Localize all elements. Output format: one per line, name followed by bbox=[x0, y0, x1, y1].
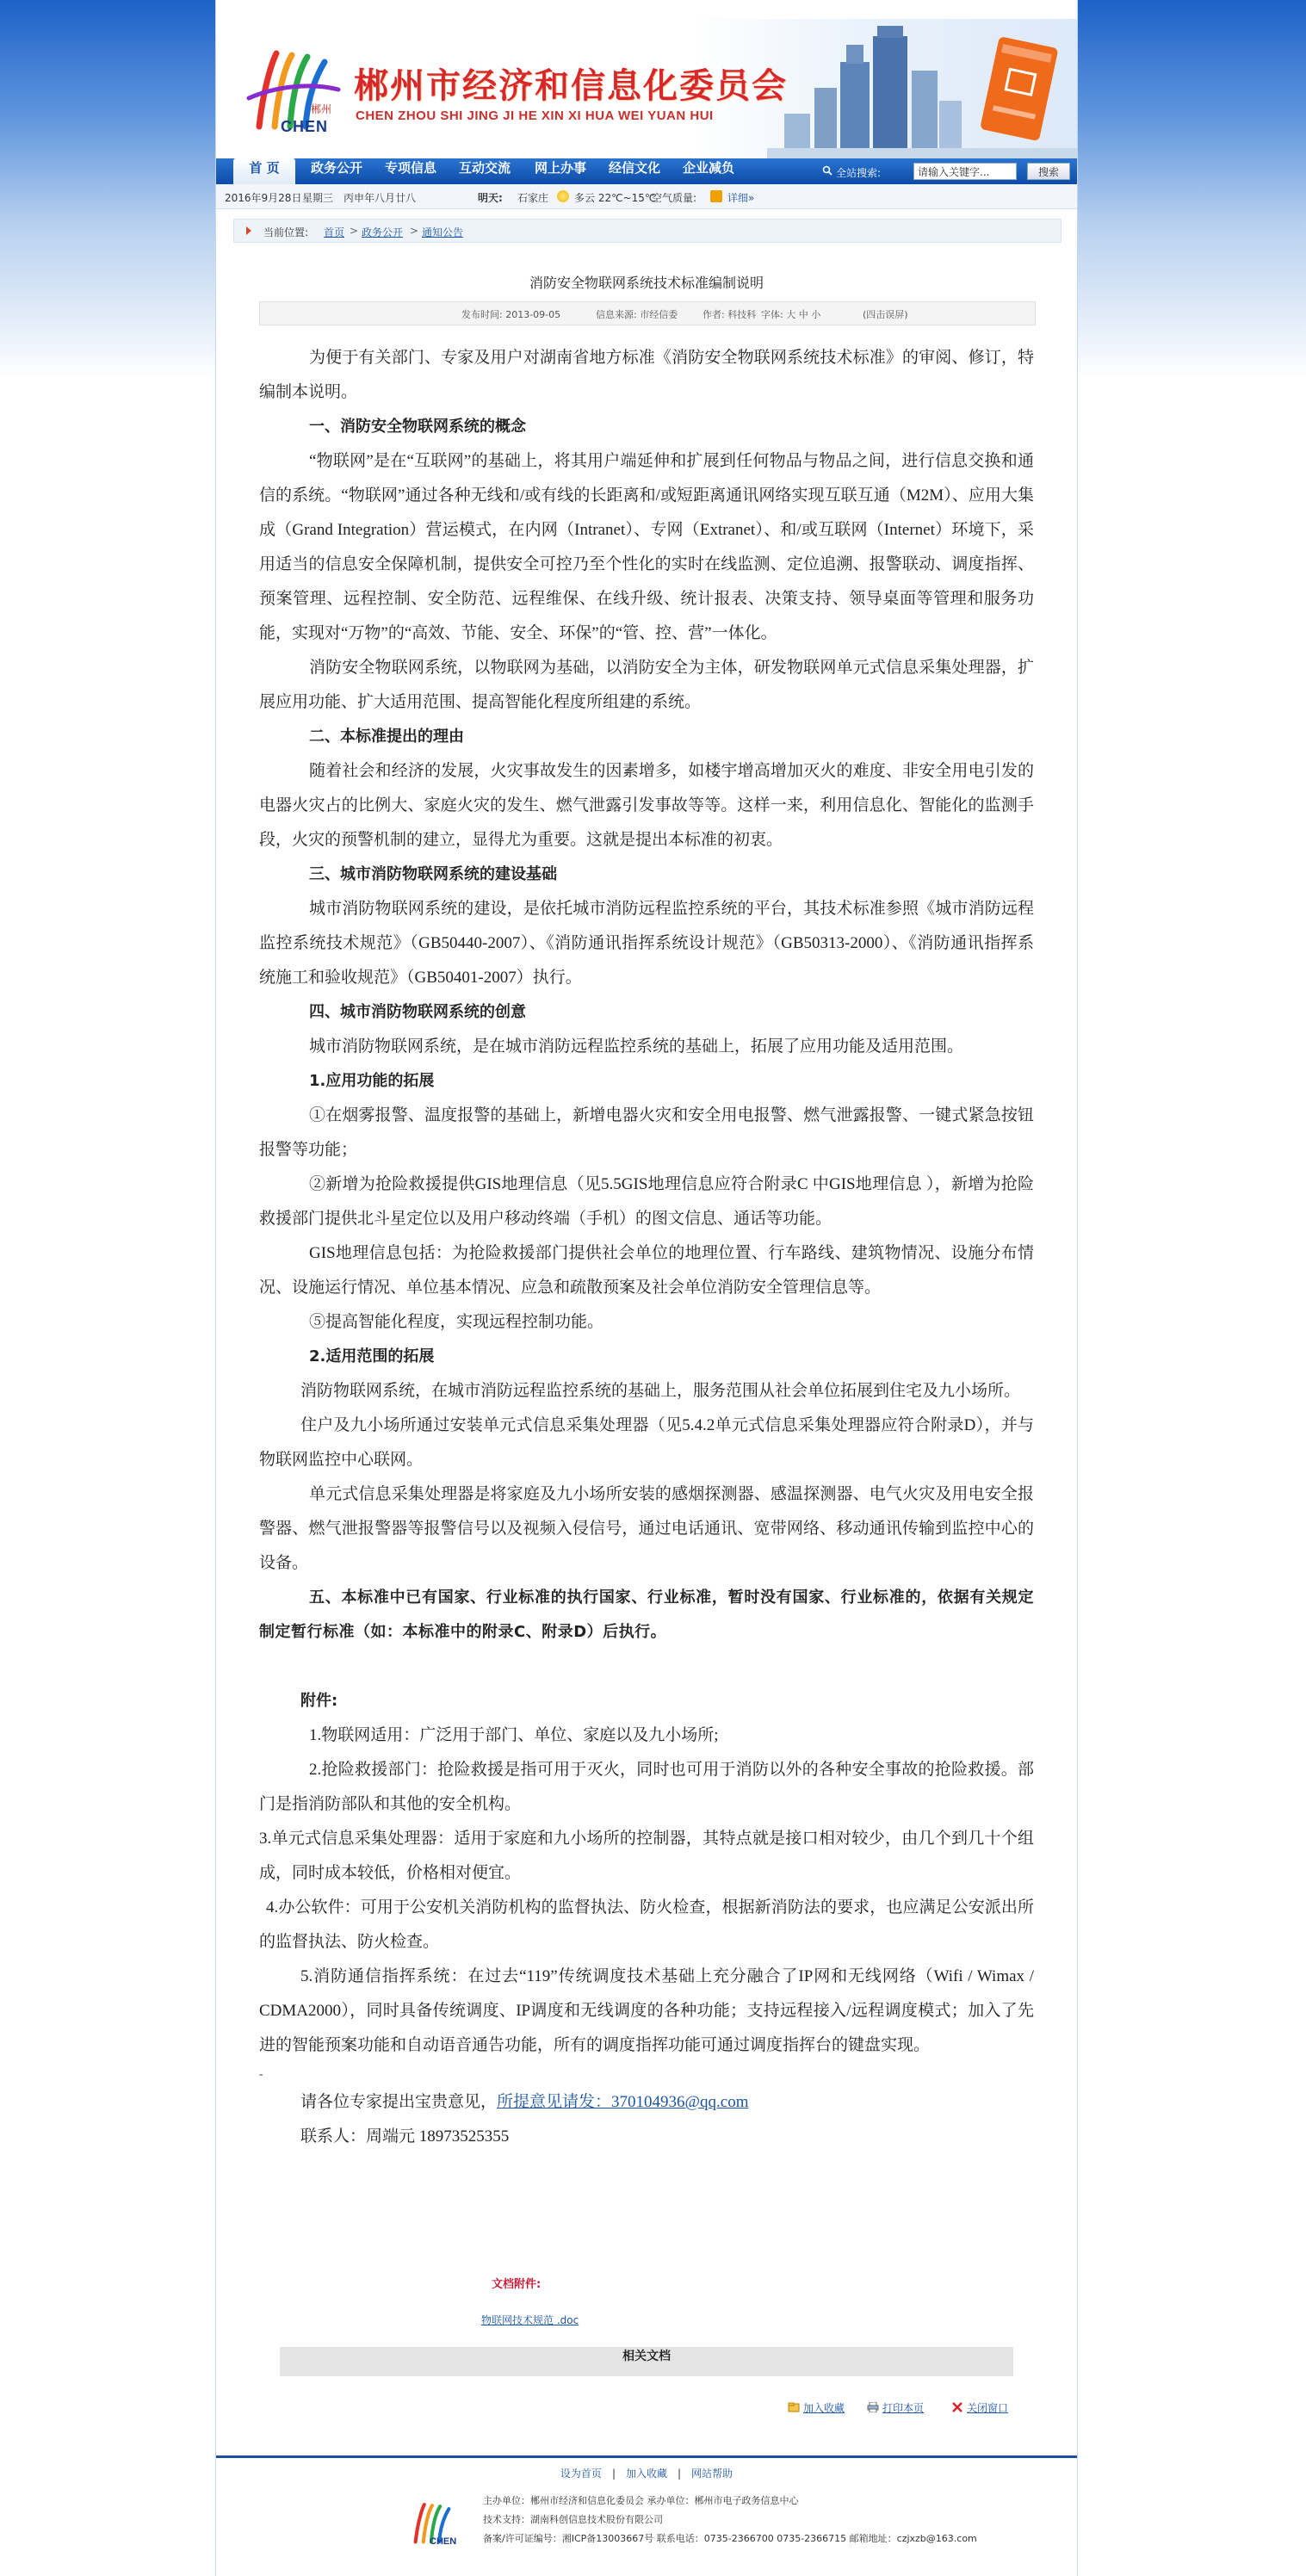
breadcrumb-label: 当前位置: bbox=[263, 226, 309, 238]
separator-dash: - bbox=[259, 2067, 263, 2080]
paragraph: ⑤提高智能化程度，实现远程控制功能。 bbox=[309, 1313, 604, 1331]
date-text: 2016年9月28日 bbox=[225, 192, 302, 204]
article-meta bbox=[259, 301, 1036, 325]
footer-host: 主办单位：郴州市经济和信息化委员会 承办单位：郴州市电子政务信息中心 bbox=[483, 2495, 799, 2506]
logo-text-cn: 郴州 bbox=[311, 103, 332, 115]
paragraph: “物联网”是在“互联网”的基础上，将其用户端延伸和扩展到任何物品与物品之间，进行信息交换和通信的系统。“物联网”通过各种无线和/或有线的长距离和/或短距离通讯网络实现互联互通（M2M）、应用大集成（Grand Integration）营运模式，在内网（Intranet）、专网（Extranet）、和/或互联网（Internet）环境下，采用适当的信息安全保障机制，提供安全可控乃至个性化的实时在线监测、定位追溯、报警联动、调度指挥、预案管理、远程控制、安全防范、远程维保、在线升级、统计报表、决策支持、领导桌面等管理和服务功能，实现对“万物”的“高效、节能、安全、环保”的“管、控、营”一体化。 bbox=[259, 452, 1034, 642]
page-container bbox=[215, 0, 1078, 2576]
footer-add-favorite[interactable]: 加入收藏 bbox=[625, 2468, 667, 2480]
site-banner bbox=[216, 19, 1077, 158]
lunar-date-text: 丙申年八月廿八 bbox=[344, 192, 417, 204]
appendix-item: 4.办公软件：可用于公安机关消防机构的监督执法、防火检查，根据新消防法的要求，也应满足公安派出所的监督执法、防火检查。 bbox=[259, 1898, 1034, 1951]
site-subtitle: CHEN ZHOU SHI JING JI HE XIN XI HUA WEI YUAN HUI bbox=[356, 108, 714, 123]
spacer bbox=[259, 1650, 1034, 1684]
breadcrumb-notices[interactable]: 通知公告 bbox=[422, 226, 464, 238]
paragraph: 随着社会和经济的发展，火灾事故发生的因素增多，如楼宇增高增加灭火的难度、非安全用电引发的电器火灾占的比例大、家庭火灾的发生、燃气泄露引发事故等等。这样一来，利用信息化、智能化的监测手段，火灾的预警机制的建立，显得尤为重要。这就是提出本标准的初衷。 bbox=[259, 762, 1034, 849]
nav-special-info[interactable]: 专项信息 bbox=[384, 160, 436, 176]
related-docs-header: 相关文档 bbox=[280, 2347, 1013, 2376]
nav-gov-affairs[interactable]: 政务公开 bbox=[310, 160, 362, 176]
section-heading: 二、本标准提出的理由 bbox=[309, 728, 464, 746]
site-title: 郴州市经济和信息化委员会 bbox=[354, 66, 788, 106]
appendix-item: 5.消防通信指挥系统：在过去“119”传统调度技术基础上充分融合了IP网和无线网络（Wifi / Wimax / CDMA2000），同时具备传统调度、IP调度和无线调度的各种功能；支持远程接入/远程调度模式；加入了先进的智能预案功能和自动语音通告功能，所有的调度指挥功能可通过调度指挥台的键盘实现。 bbox=[259, 1967, 1034, 2054]
weather-detail-link[interactable]: 详细» bbox=[727, 192, 755, 204]
nav-home[interactable]: 首 页 bbox=[233, 158, 295, 184]
weekday-text: 星期三 bbox=[302, 192, 334, 204]
section-heading: 四、城市消防物联网系统的创意 bbox=[309, 1003, 526, 1021]
footer-icp: 备案/许可证编号：湘ICP备13003667号 联系电话：0735-2366700 0735-2366715 邮箱地址：czjxzb@163.com bbox=[483, 2533, 977, 2544]
attachment-link[interactable]: 物联网技术规范 .doc bbox=[481, 2314, 579, 2326]
meta-views: (四击误屏) bbox=[863, 309, 908, 320]
search-button[interactable]: 搜索 bbox=[1027, 163, 1070, 180]
footer-support: 技术支持：湖南科创信息技术股份有限公司 bbox=[483, 2514, 663, 2525]
meta-source: 信息来源: 市经信委 bbox=[596, 309, 678, 320]
section-heading: 一、消防安全物联网系统的概念 bbox=[309, 418, 526, 436]
sub-heading: 1.应用功能的拓展 bbox=[309, 1072, 435, 1090]
nav-culture[interactable]: 经信文化 bbox=[608, 160, 660, 176]
footer-help[interactable]: 网站帮助 bbox=[691, 2468, 733, 2480]
article-body bbox=[259, 341, 1034, 2154]
main-nav bbox=[216, 158, 1077, 184]
footer-divider bbox=[216, 2455, 1077, 2458]
paragraph: 城市消防物联网系统的建设，是依托城市消防远程监控系统的平台，其技术标准参照《城市消防远程监控系统技术规范》（GB50440-2007）、《消防通讯指挥系统设计规范》（GB50313-2000）、《消防通讯指挥系统施工和验收规范》（GB50401-2007）执行。 bbox=[259, 900, 1034, 987]
favorite-icon bbox=[788, 2402, 800, 2412]
paragraph: 住户及九小场所通过安装单元式信息采集处理器（见5.4.2单元式信息采集处理器应符合附录D），并与物联网监控中心联网。 bbox=[259, 1416, 1034, 1469]
breadcrumb-home[interactable]: 首页 bbox=[324, 226, 345, 238]
close-icon bbox=[951, 2402, 963, 2412]
appendix-item: 3.单元式信息采集处理器：适用于家庭和九小场所的控制器，其特点就是接口相对较少，由几个到几十个组成，同时成本较低，价格相对便宜。 bbox=[259, 1830, 1034, 1882]
breadcrumb-sep-icon: > bbox=[350, 225, 359, 237]
section-heading: 五、本标准中已有国家、行业标准的执行国家、行业标准，暂时没有国家、行业标准的，依据有关规定制定暂行标准（如：本标准中的附录C、附录D）后执行。 bbox=[259, 1588, 1034, 1641]
article-title: 消防安全物联网系统技术标准编制说明 bbox=[529, 275, 764, 291]
appendix-heading: 附件: bbox=[300, 1692, 338, 1710]
paragraph: GIS地理信息包括：为抢险救援部门提供社会单位的地理位置、行车路线、建筑物情况、设施分布情况、设施运行情况、单位基本情况、应急和疏散预案及社会单位消防安全管理信息等。 bbox=[259, 1244, 1034, 1297]
info-bar bbox=[216, 184, 1077, 209]
sub-heading: 2.适用范围的拓展 bbox=[309, 1347, 435, 1365]
paragraph: 消防物联网系统，在城市消防远程监控系统的基础上，服务范围从社会单位拓展到住宅及九小场所。 bbox=[300, 1382, 1021, 1400]
footer-info bbox=[483, 2492, 977, 2548]
breadcrumb bbox=[233, 219, 1062, 243]
print-page-link[interactable]: 打印本页 bbox=[882, 2402, 925, 2414]
breadcrumb-arrow-icon bbox=[246, 226, 251, 235]
breadcrumb-gov-affairs[interactable]: 政务公开 bbox=[362, 226, 404, 238]
paragraph: 消防安全物联网系统，以物联网为基础，以消防安全为主体，研发物联网单元式信息采集处理器，扩展应用功能、扩大适用范围、提高智能化程度所组建的系统。 bbox=[259, 659, 1034, 711]
search-label: 全站搜索: bbox=[836, 167, 882, 179]
appendix-item: 1.物联网适用：广泛用于部门、单位、家庭以及九小场所; bbox=[309, 1726, 719, 1744]
paragraph: 为便于有关部门、专家及用户对湖南省地方标准《消防安全物联网系统技术标准》的审阅、修订，特编制本说明。 bbox=[259, 349, 1034, 401]
paragraph: 单元式信息采集处理器是将家庭及九小场所安装的感烟探测器、感温探测器、电气火灾及用电安全报警器、燃气泄报警器等报警信号以及视频入侵信号，通过电话通讯、宽带网络、移动通讯传输到监控中心的设备。 bbox=[259, 1485, 1034, 1572]
search-icon bbox=[822, 165, 832, 176]
footer-sep: | bbox=[678, 2468, 682, 2480]
meta-author: 作者: 科技科 bbox=[703, 309, 757, 320]
weather-text: 多云 22℃~15℃ bbox=[574, 192, 657, 204]
air-quality-icon bbox=[710, 190, 722, 202]
footer-links bbox=[216, 2466, 1077, 2480]
print-icon bbox=[867, 2402, 879, 2412]
paragraph: ②新增为抢险救援提供GIS地理信息（见5.5GIS地理信息应符合附录C 中GIS地理信息 ），新增为抢险救援部门提供北斗星定位以及用户移动终端（手机）的图文信息、通话等功能。 bbox=[259, 1175, 1034, 1228]
section-heading: 三、城市消防物联网系统的建设基础 bbox=[309, 865, 557, 883]
paragraph: 城市消防物联网系统，是在城市消防远程监控系统的基础上，拓展了应用功能及适用范围。 bbox=[309, 1037, 964, 1056]
add-favorite-link[interactable]: 加入收藏 bbox=[803, 2402, 845, 2414]
feedback-email-link[interactable]: 所提意见请发：370104936@qq.com bbox=[497, 2093, 749, 2111]
attachment-label: 文档附件: bbox=[492, 2278, 542, 2291]
footer-set-homepage[interactable]: 设为首页 bbox=[560, 2468, 602, 2480]
paragraph: ①在烟雾报警、温度报警的基础上，新增电器火灾和安全用电报警、燃气泄露报警、一键式紧急按钮报警等功能； bbox=[259, 1106, 1034, 1159]
air-quality-label: 空气质量: bbox=[652, 192, 697, 204]
nav-interaction[interactable]: 互动交流 bbox=[458, 160, 511, 176]
appendix-item: 2.抢险救援部门：抢险救援是指可用于灭火，同时也可用于消防以外的各种安全事故的抢险救援。部门是指消防部队和其他的安全机构。 bbox=[259, 1761, 1034, 1813]
footer-logo-text: CHEN bbox=[430, 2536, 457, 2547]
weather-cloudy-icon bbox=[557, 190, 569, 202]
meta-publish-time: 发布时间: 2013-09-05 bbox=[461, 309, 561, 320]
skyline-illustration bbox=[767, 19, 1077, 158]
breadcrumb-sep-icon: > bbox=[410, 225, 419, 237]
contact-person: 联系人：周端元 18973525355 bbox=[300, 2127, 510, 2146]
feedback-request: 请各位专家提出宝贵意见， bbox=[300, 2093, 498, 2111]
logo-text: CHEN bbox=[281, 118, 329, 135]
nav-burden-reduction[interactable]: 企业减负 bbox=[682, 160, 734, 176]
search-input[interactable] bbox=[913, 163, 1017, 180]
meta-font-size[interactable]: 字体: 大 中 小 bbox=[761, 309, 821, 320]
weather-city: 石家庄 bbox=[517, 192, 549, 204]
weather-tomorrow-label: 明天: bbox=[478, 192, 503, 204]
nav-online-services[interactable]: 网上办事 bbox=[534, 160, 586, 176]
close-window-link[interactable]: 关闭窗口 bbox=[967, 2402, 1009, 2414]
footer-sep: | bbox=[611, 2468, 616, 2480]
